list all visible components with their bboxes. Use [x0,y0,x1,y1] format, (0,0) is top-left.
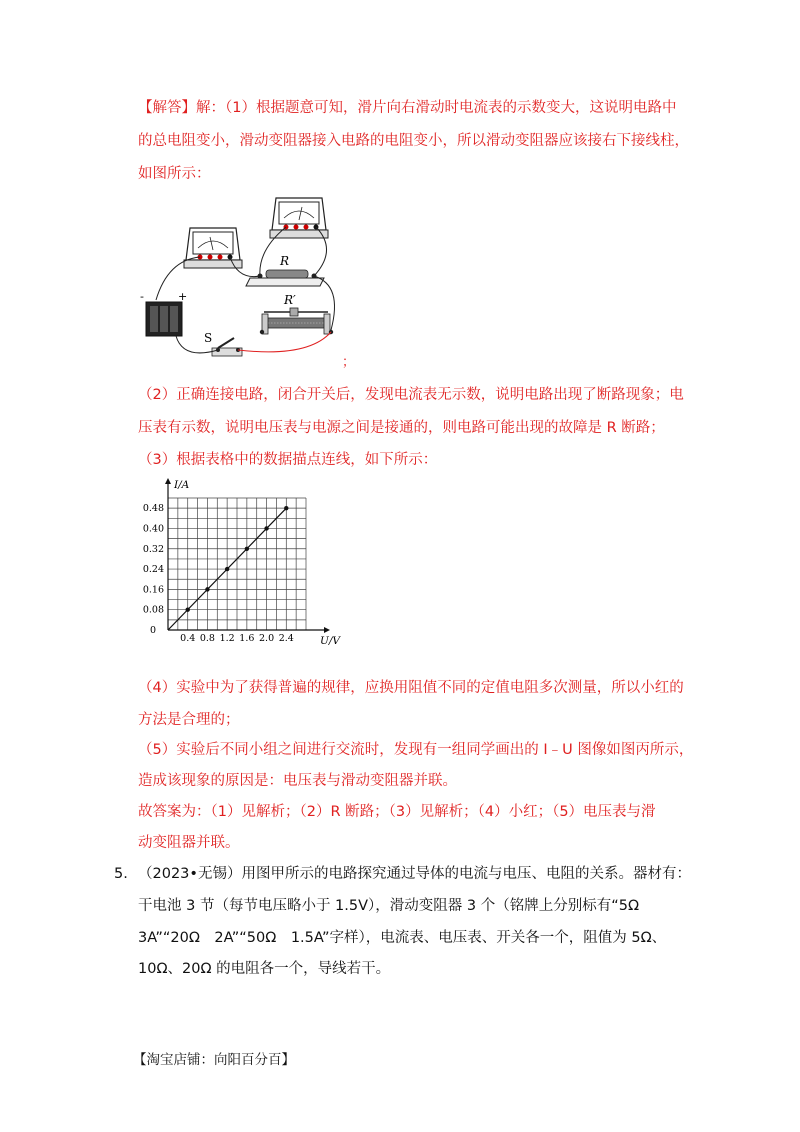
answer-line-3: 如图所示： [138,166,211,182]
origin-label: 0 [149,625,156,636]
y-axis-arrow [165,478,171,484]
data-point [245,547,249,551]
x-tick-label: 0.8 [199,633,215,644]
data-point [205,587,209,591]
data-point [284,506,288,510]
added-wire [238,332,331,352]
x-axis-arrow [324,627,330,633]
x-tick-label: 1.6 [239,633,255,644]
answer-tag: 【解答】 [138,100,196,116]
x-tick-label: 2.0 [259,633,275,644]
y-tick-label: 0.32 [142,543,164,555]
x-axis-label: U/V [320,635,340,647]
data-point [264,526,268,530]
iu-graph [128,478,354,647]
footer-shop: 【淘宝店铺：向阳百分百】 [133,1052,295,1068]
answer-p5-line-2: 造成该现象的原因是：电压表与滑动变阻器并联。 [138,773,457,789]
answer-p5-line-1: （5）实验后不同小组之间进行交流时，发现有一组同学画出的 I﹣U 图像如图丙所示， [138,742,694,758]
circuit-end-mark: ； [342,355,356,370]
x-tick-label: 2.4 [278,633,294,644]
question-line-4: 10Ω、20Ω 的电阻各一个，导线若干。 [138,961,391,977]
answer-line-1 [138,98,676,118]
answer-text: 解：（1）根据题意可知，滑片向右滑动时电流表的示数变大，这说明电路中 [196,100,677,116]
ammeter-icon [184,228,242,268]
voltmeter-icon [270,198,328,238]
resistor-label: R [280,254,290,268]
answer-p2-line-2: 压表有示数，说明电压表与电源之间是接通的，则电路可能出现的故障是 R 断路； [138,420,665,436]
data-point [225,567,229,571]
y-tick-label: 0.40 [142,523,164,535]
y-tick-label: 0.24 [142,564,164,576]
y-tick-label: 0.16 [142,584,164,596]
y-axis-label: I/A [174,479,190,491]
switch-icon [212,338,242,356]
switch-label: S [204,331,213,345]
data-point [186,607,190,611]
question-line-3: 3A”“20Ω 2A”“50Ω 1.5A”字样），电流表、电压表、开关各一个，阻值为 5Ω、 [138,930,667,946]
x-tick-label: 1.2 [219,633,235,644]
graph-series [168,506,288,630]
graph-ticks [143,479,342,647]
answer-p4-line-2: 方法是合理的； [138,712,240,728]
x-tick-label: 0.4 [180,633,196,644]
y-tick-label: 0.48 [142,503,164,515]
y-tick-label: 0.08 [142,604,164,616]
question-line-1: （2023•无锡）用图甲所示的电路探究通过导体的电流与电压、电阻的关系。器材有： [138,866,691,882]
answer-p3-line: （3）根据表格中的数据描点连线，如下所示： [138,452,438,468]
answer-p4-line-1: （4）实验中为了获得普遍的规律，应换用阻值不同的定值电阻多次测量，所以小红的 [138,680,684,696]
answer-p2-line-1: （2）正确连接电路，闭合开关后，发现电流表无示数，说明电路出现了断路现象；电 [138,387,684,403]
battery-minus-label: - [140,290,144,303]
question-line-2: 干电池 3 节（每节电压略小于 1.5V），滑动变阻器 3 个（铭牌上分别标有“5Ω [138,898,640,914]
circuit-diagram [138,190,358,370]
resistor-icon [246,270,324,286]
rheostat-label: R′ [284,293,296,307]
battery-plus-label: + [178,290,188,303]
battery-icon [146,302,182,336]
answer-line-2: 的总电阻变小，滑动变阻器接入电路的电阻变小，所以滑动变阻器应该接右下接线柱， [138,133,689,149]
final-answer-line-1: 故答案为：（1）见解析；（2）R 断路；（3）见解析；（4）小红；（5）电压表与滑 [138,804,656,820]
final-answer-line-2: 动变阻器并联。 [138,835,240,851]
rheostat-icon [260,308,333,334]
question-number: 5. [114,866,128,882]
